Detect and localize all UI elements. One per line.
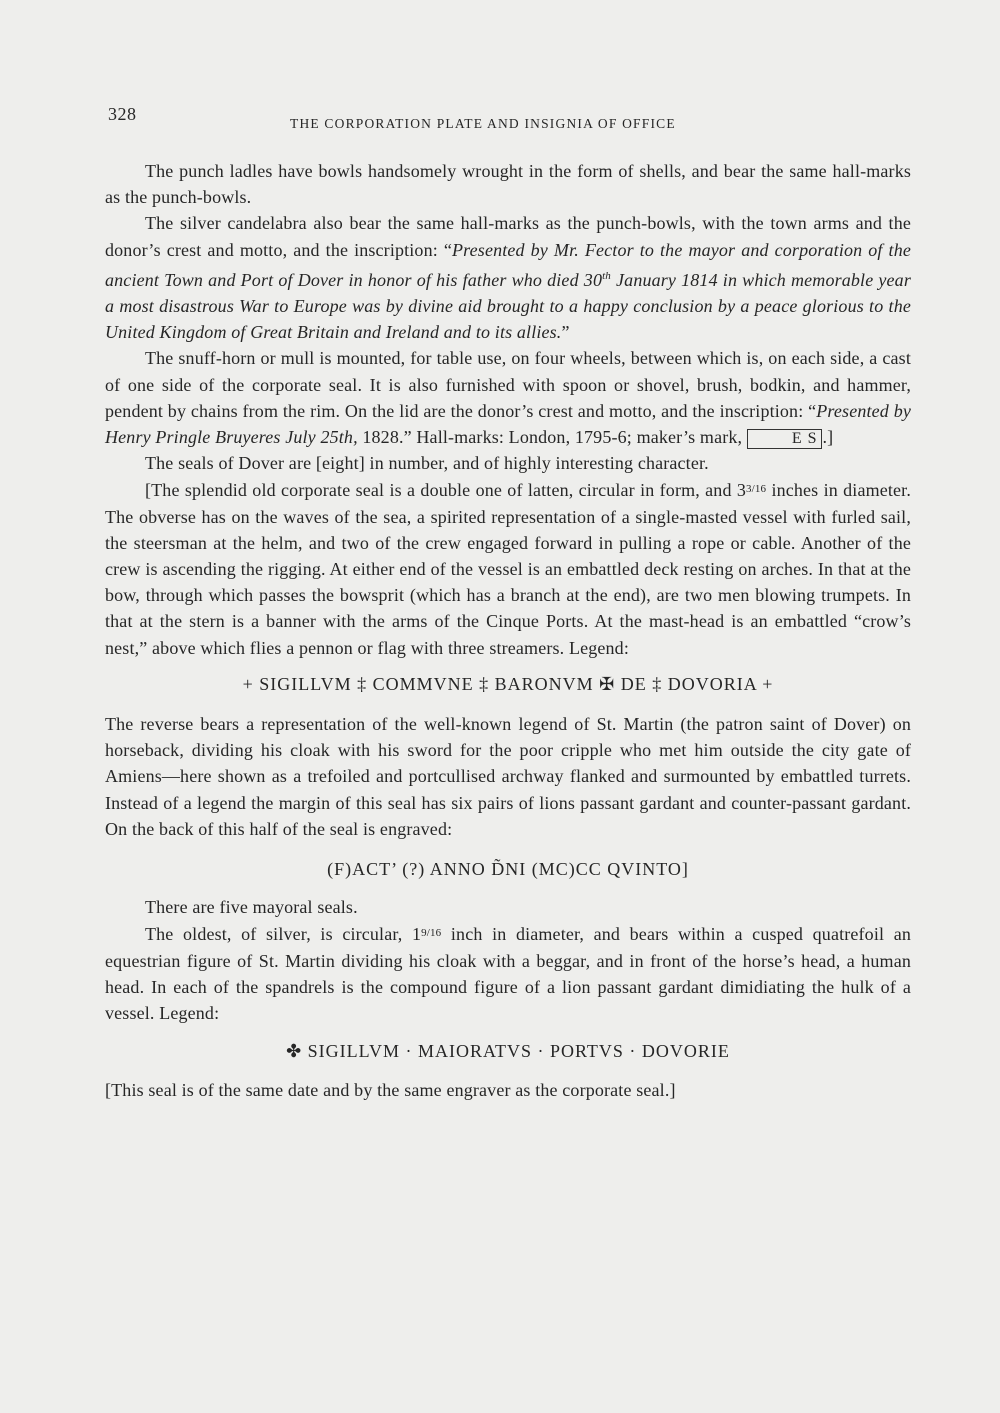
fraction-diameter: 3/16 <box>746 483 767 496</box>
paragraph-snuff-horn <box>105 345 911 450</box>
oldest-seal-text-b: inch in diameter, and bears within a cusped quatrefoil an equestrian figure of St. Martin dividing his cloak with a beggar, and in front of the horse’s head, a human head. In each of the spandrels is the compound figure of a lion passant gardant dimidiating the hulk of a vessel. Legend: <box>105 924 911 1024</box>
running-head: THE CORPORATION PLATE AND INSIGNIA OF OFFICE <box>290 116 676 131</box>
snuff-horn-end: .] <box>822 427 834 448</box>
corporate-seal-text-a: [The splendid old corporate seal is a double one of latten, circular in form, and 3 <box>145 480 747 501</box>
legend-engraved: (F)ACT’ (?) ANNO D̃NI (MC)CC QVINTO] <box>327 859 689 880</box>
snuff-horn-text: The snuff-horn or mull is mounted, for table use, on four wheels, between which is, on each side, a cast of one side of the corporate seal. It is also furnished with spoon or shovel, brush, bodkin, and hammer, pendent by chains from the rim. On the lid are the donor’s crest and motto, and the inscription: “ <box>105 348 911 421</box>
paragraph-reverse: The reverse bears a representation of the well-known legend of St. Martin (the patron saint of Dover) on horseback, dividing his cloak with his sword for the poor cripple who met him outside the city gate of Amiens—here shown as a trefoiled and portcullised archway flanked and surmounted by embattled turrets. Instead of a legend the margin of this seal has six pairs of lions passant gardant and counter-passant gardant. On the back of this half of the seal is engraved: <box>105 714 911 839</box>
candelabra-inscription-part2: January 1814 in which memorable year a most disastrous War to Europe was by divine aid brought to a happy conclusion by a peace glorious to the United Kingdom of Great Britain and Ireland and to its allies. <box>105 269 911 343</box>
snuff-horn-hallmarks: 1828.” Hall-marks: London, 1795-6; maker’s mark, <box>357 427 747 448</box>
paragraph-same-date: [This seal is of the same date and by the same engraver as the corporate seal.] <box>105 1079 676 1100</box>
closing-quote: ” <box>561 322 570 343</box>
snuff-horn-inscription: Presented by Henry Pringle Bruyeres July 25th, <box>105 400 911 448</box>
corporate-seal-text-b: inches in diameter. The obverse has on the waves of the sea, a spirited representation of a single-masted vessel with furled sail, the steersman at the helm, and two of the crew engaged forward in pulling a rope or cable. Another of the crew is ascending the rigging. At either end of the vessel is an embattled deck resting on arches. In that at the bow, through which passes the bowsprit (which has a branch at the end), are two men blowing trumpets. In that at the stern is a banner with the arms of the Cinque Ports. At the mast-head is an embattled “crow’s nest,” above which flies a pennon or flag with three streamers. Legend: <box>105 480 911 658</box>
oldest-seal-text-a: The oldest, of silver, is circular, 1 <box>145 924 422 945</box>
makers-mark: E S <box>747 429 823 449</box>
paragraph-oldest-seal <box>105 920 911 1026</box>
paragraph-punch-ladles: The punch ladles have bowls handsomely wrought in the form of shells, and bear the same hall-marks as the punch-bowls. <box>105 161 911 208</box>
paragraph-seals-intro: The seals of Dover are [eight] in number, and of highly interesting character. <box>145 453 709 474</box>
candelabra-inscription-part1: Presented by Mr. Fector to the mayor and corporation of the ancient Town and Port of Dover in honor of his father who died 30 <box>105 239 911 290</box>
body-text <box>105 158 911 1103</box>
fraction-inch: 9/16 <box>421 927 442 940</box>
page-number: 328 <box>108 104 137 124</box>
legend-corporate-seal: + SIGILLVM ‡ COMMVNE ‡ BARONVM ✠ DE ‡ DOVORIA + <box>242 673 774 694</box>
candelabra-text: The silver candelabra also bear the same hall-marks as the punch-bowls, with the town arms and the donor’s crest and motto, and the inscription: “ <box>105 213 911 260</box>
paragraph-candelabra <box>105 210 911 345</box>
legend-mayoral-seal: ✤ SIGILLVM · MAIORATVS · PORTVS · DOVORIE <box>286 1041 730 1062</box>
paragraph-mayoral-seals: There are five mayoral seals. <box>145 897 358 918</box>
paragraph-corporate-seal <box>105 476 911 660</box>
page-header <box>108 104 908 134</box>
superscript-th: th <box>602 269 611 282</box>
